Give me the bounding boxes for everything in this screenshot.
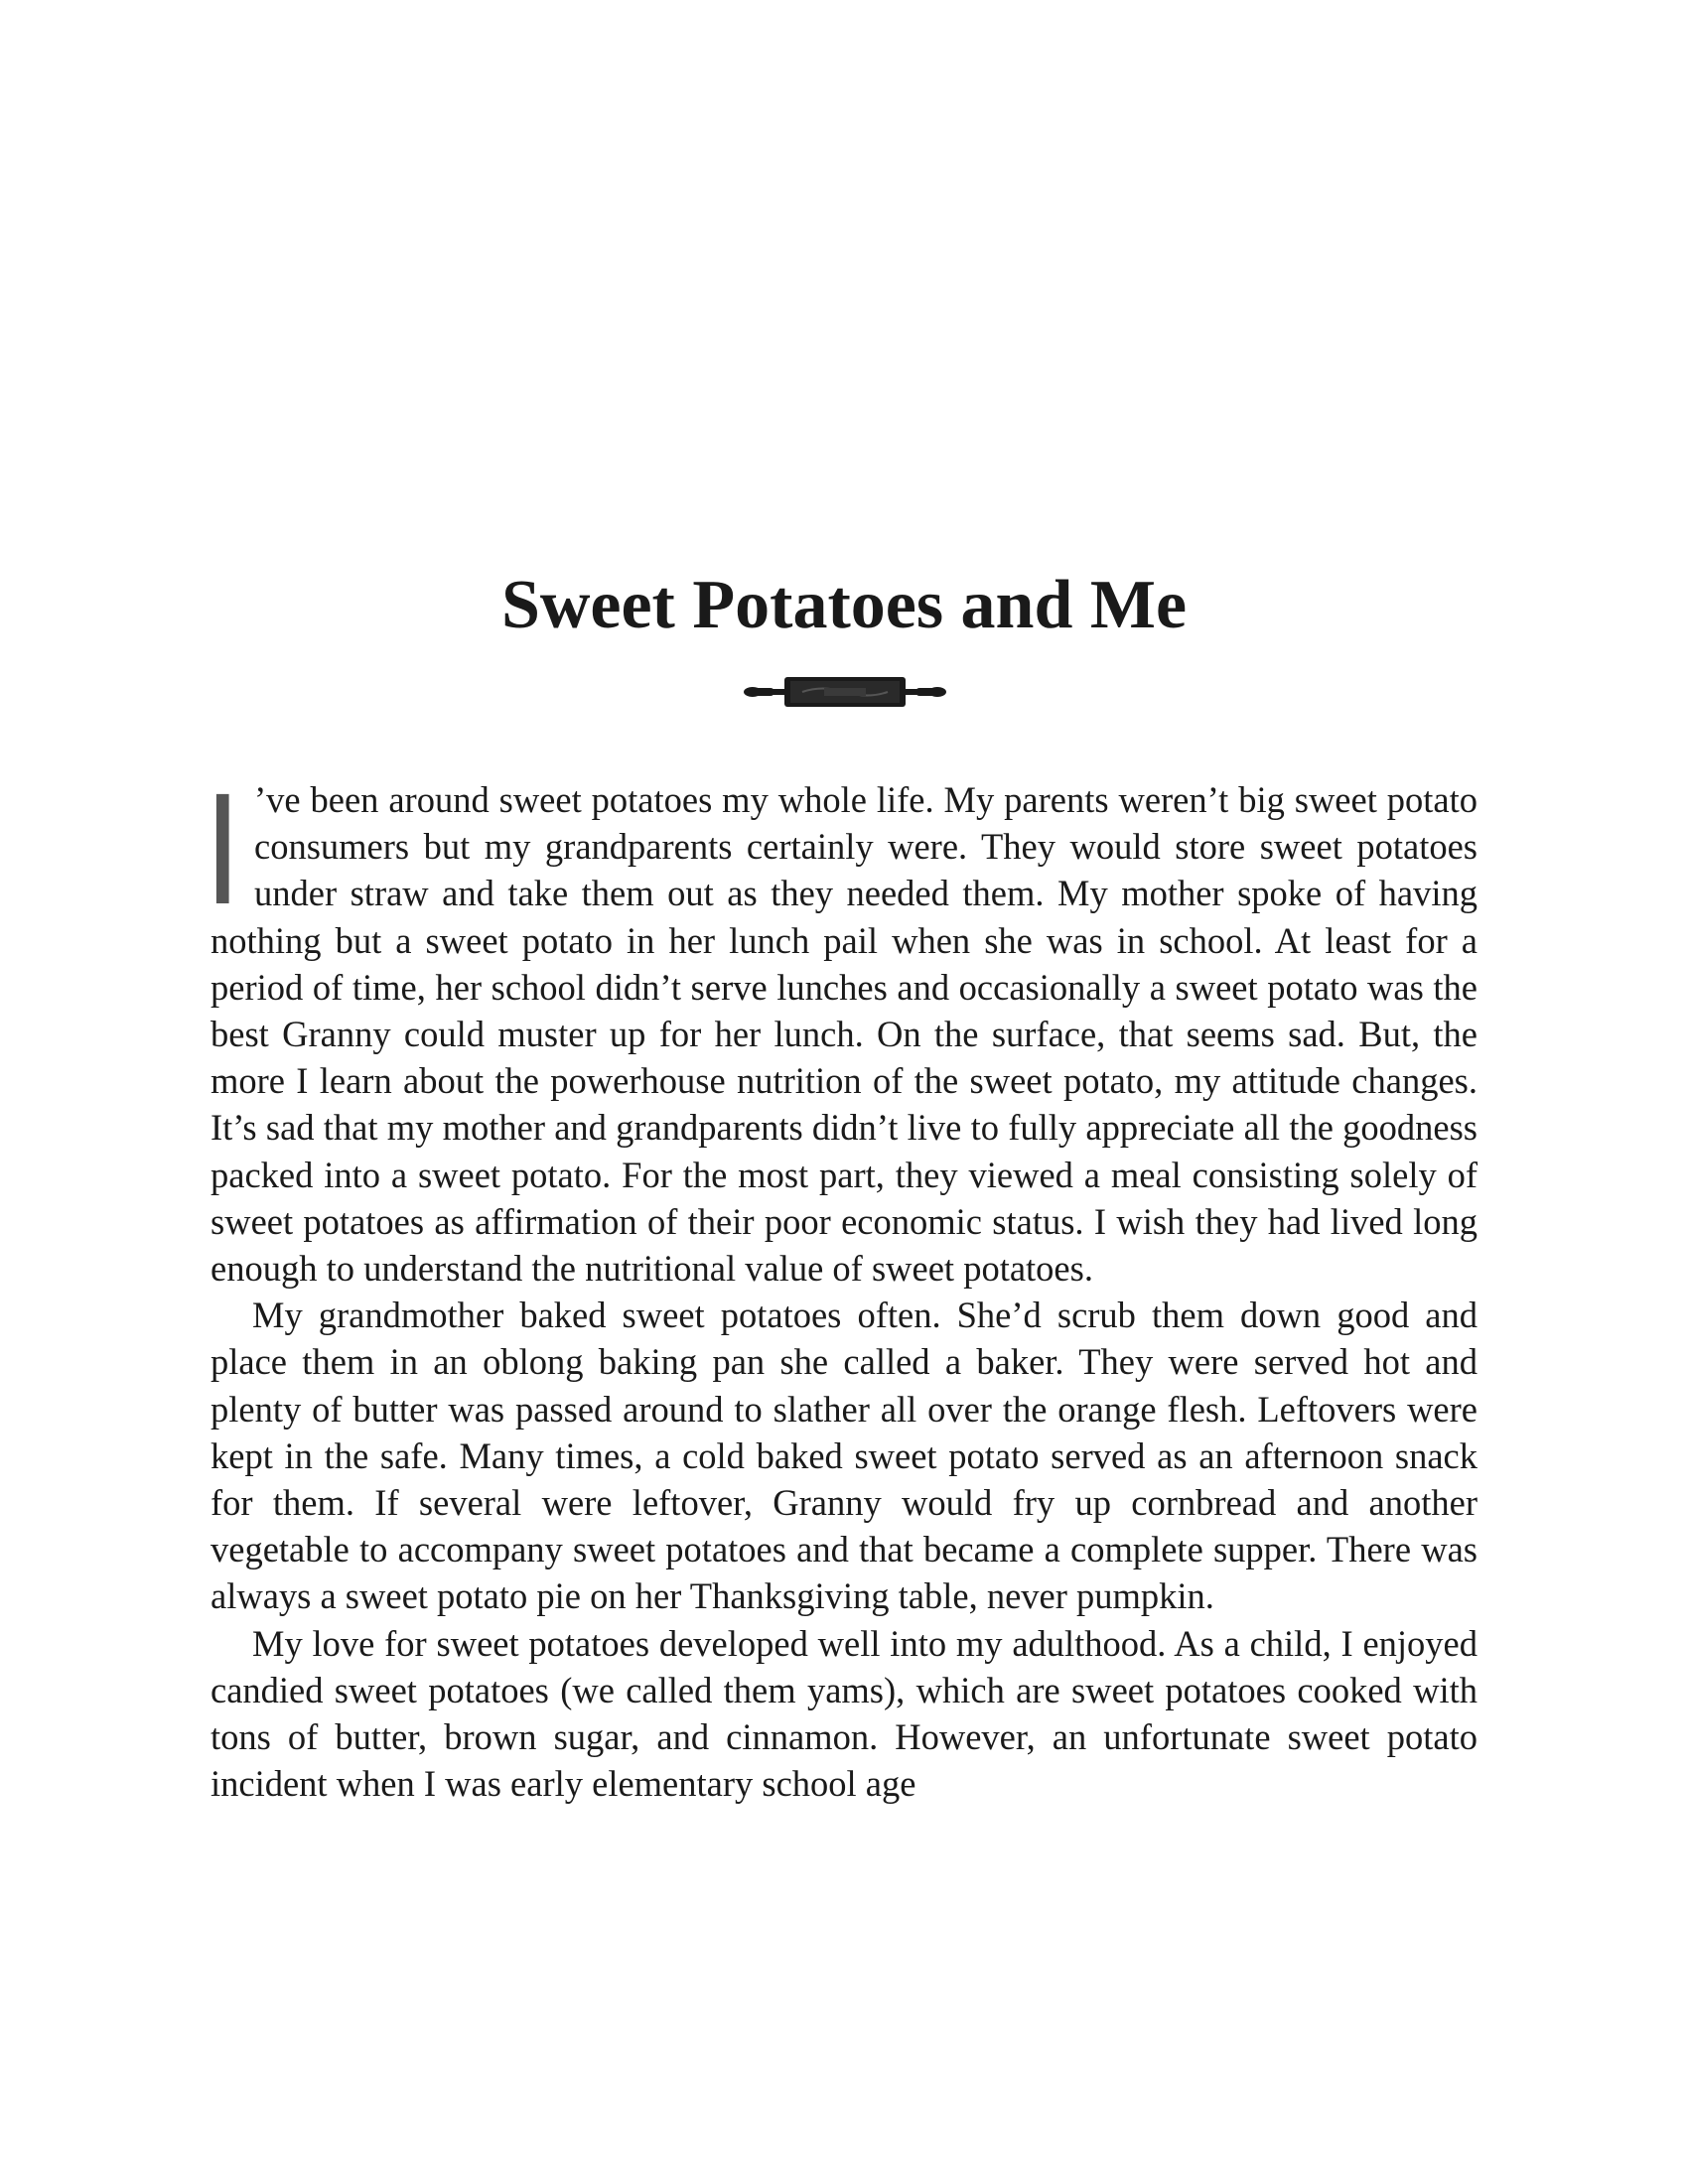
chapter-body: [211, 759, 1477, 1807]
chapter-title: Sweet Potatoes and Me: [500, 567, 1188, 643]
paragraph: My grandmother baked sweet potatoes often. She’d scrub them down good and place them in an oblong baking pan she called a baker. They were served hot and plenty of butter was passed around to slather all over the orange flesh. Leftovers were kept in the safe. Many times, a cold baked sweet potato served as an afternoon snack for them. If several were leftover, Granny would fry up cornbread and another vegetable to accompany sweet potatoes and that became a complete supper. There was always a sweet potato pie on her Thanksgiving table, never pumpkin.: [211, 1295, 1477, 1617]
paragraph: My love for sweet potatoes developed well into my adulthood. As a child, I enjoyed candied sweet potatoes (we called them yams), which are sweet potatoes cooked with tons of butter, brown sugar, and cinnamon. However, an unfortunate sweet potato incident when I was early elementary school age: [211, 1622, 1477, 1805]
rolling-pin-icon: [743, 673, 947, 711]
drop-cap: I: [211, 759, 235, 937]
paragraph: [211, 759, 1477, 1292]
paragraph-text: ’ve been around sweet potatoes my whole life. My parents weren’t big sweet potato consumers but my grandparents certainly were. They would store sweet potatoes under straw and take them out as they needed them. My mother spoke of having nothing but a sweet potato in her lunch pail when she was in school. At least for a period of time, her school didn’t serve lunches and occasionally a sweet potato was the best Granny could muster up for her lunch. On the surface, that seems sad. But, the more I learn about the powerhouse nutrition of the sweet potato, my attitude changes. It’s sad that my mother and grandparents didn’t live to fully appreciate all the goodness packed into a sweet potato. For the most part, they viewed a meal consisting solely of sweet potatoes as affirmation of their poor economic status. I wish they had lived long enough to understand the nutritional value of sweet potatoes.: [211, 779, 1477, 1290]
